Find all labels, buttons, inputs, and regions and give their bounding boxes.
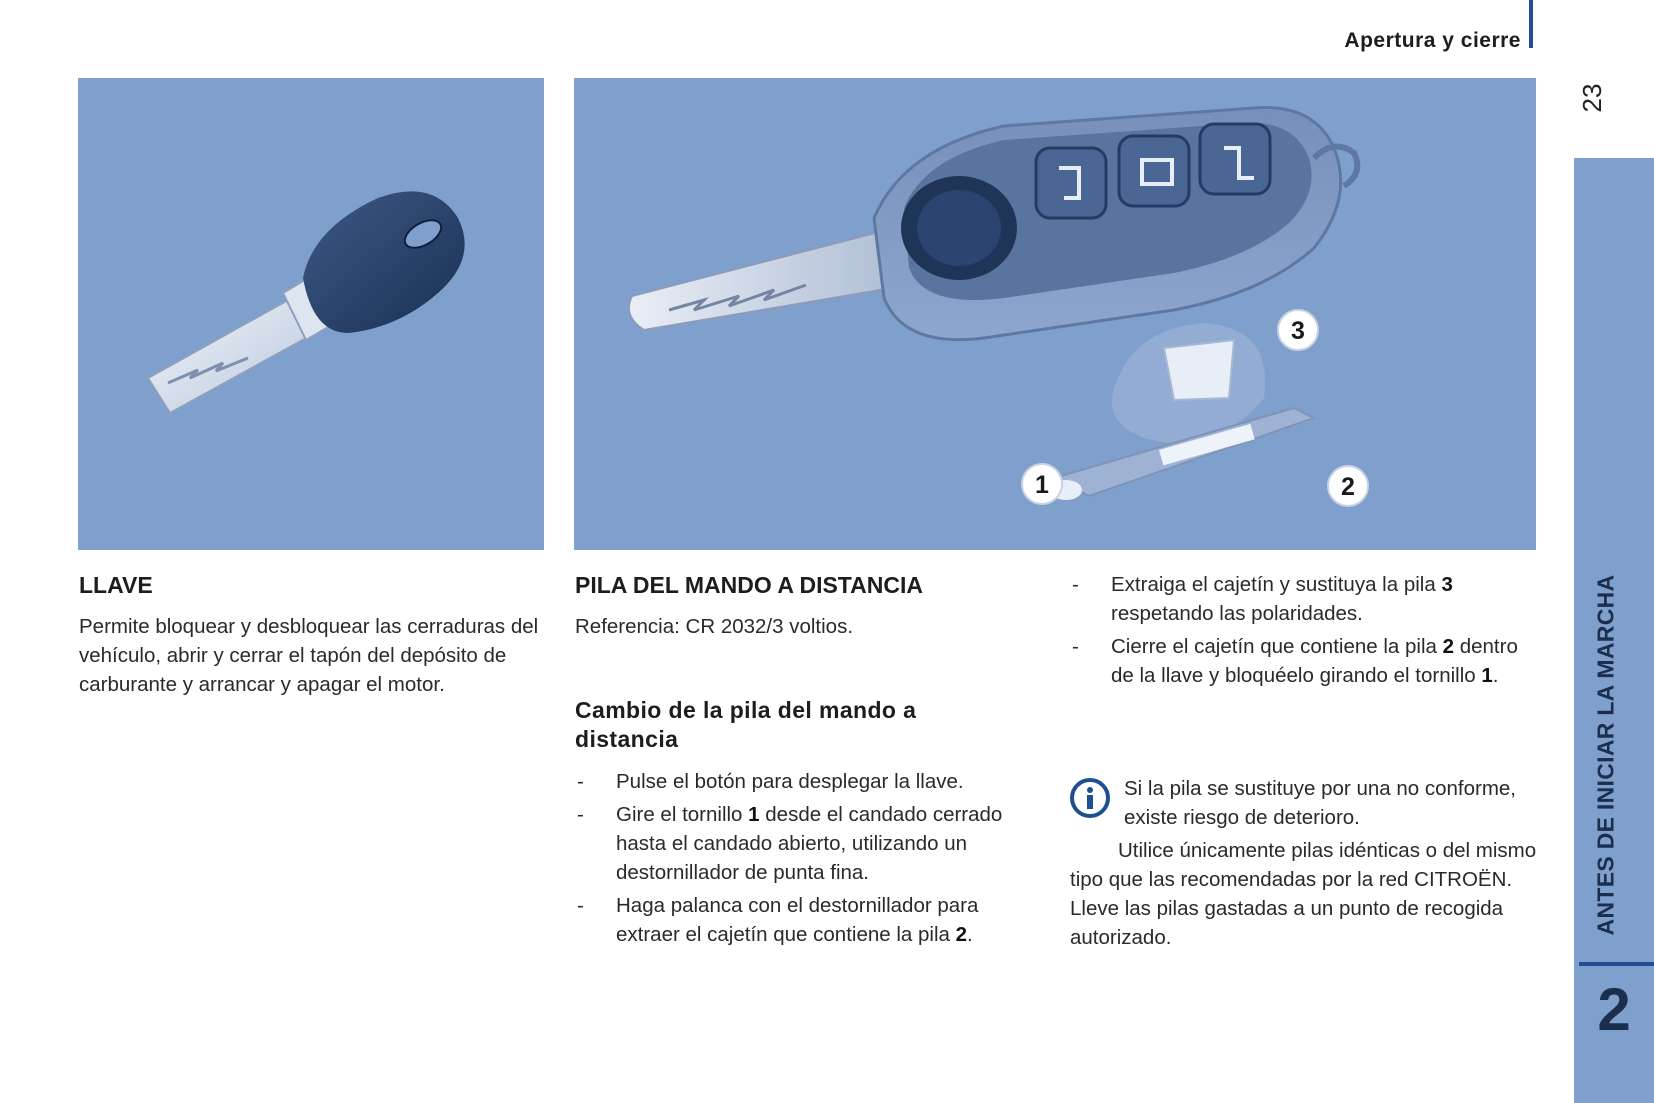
list-dash: - (577, 803, 584, 826)
llave-title: LLAVE (79, 572, 153, 598)
llave-description: Permite bloquear y desbloquear las cerraduras del vehículo, abrir y cerrar el tapón del depósito de carburante y arrancar y apagar el motor. (79, 615, 539, 696)
battery-steps-list-b (1070, 570, 1540, 694)
battery-change-subtitle: Cambio de la pila del mando a distancia (575, 697, 917, 752)
step-text: . (967, 923, 973, 946)
step-text: Gire el tornillo (616, 803, 749, 826)
remote-battery-parts (1050, 323, 1314, 500)
info-warning: Si la pila se sustituye por una no conforme, existe riesgo de deterioro. (1124, 777, 1516, 829)
chapter-number: 2 (1597, 976, 1631, 1043)
pila-title: PILA DEL MANDO A DISTANCIA (575, 572, 923, 598)
step-text: . (1492, 664, 1499, 687)
step-ref: 3 (1441, 573, 1453, 596)
key-head (303, 191, 465, 333)
pila-reference: Referencia: CR 2032/3 voltios. (575, 615, 854, 638)
list-dash: - (577, 894, 584, 917)
list-item (575, 800, 1040, 887)
info-note (1070, 774, 1540, 952)
callout-3-label: 3 (1291, 317, 1305, 345)
callout-3 (1278, 310, 1318, 350)
callout-2-label: 2 (1341, 473, 1355, 501)
page-number: 23 (1577, 83, 1607, 113)
chapter-label: ANTES DE INICIAR LA MARCHA (1592, 574, 1619, 936)
battery-steps-list-a (575, 767, 1040, 953)
remote-body (874, 108, 1357, 340)
list-dash: - (1072, 573, 1079, 596)
chapter-divider (1579, 962, 1654, 966)
step-text: Cierre el cajetín que contiene la pila (1111, 635, 1443, 658)
step-ref: 2 (955, 923, 968, 946)
remote-blade (629, 228, 904, 330)
remote-drawing (574, 78, 1536, 550)
step-text: Pulse el botón para desplegar la llave. (616, 770, 964, 793)
callout-2 (1328, 466, 1368, 506)
list-item (1070, 632, 1540, 690)
step-ref: 2 (1442, 635, 1455, 658)
step-text: dentro de la llave y bloquéelo girando el tornillo (1111, 635, 1518, 687)
step-text: respetando las polaridades. (1111, 602, 1363, 625)
step-ref: 1 (748, 803, 760, 826)
list-item (575, 767, 1040, 796)
key-blade (148, 278, 330, 413)
list-item (1070, 570, 1540, 628)
list-item (575, 891, 1040, 949)
key-illustration (78, 78, 544, 550)
list-dash: - (577, 770, 584, 793)
list-dash: - (1072, 635, 1079, 658)
step-ref: 1 (1481, 664, 1493, 687)
callout-1-label: 1 (1035, 471, 1049, 499)
step-text: desde el candado cerrado hasta el candado abierto, utilizando un destornillador de punta fina. (616, 803, 1003, 884)
info-recommendation: Utilice únicamente pilas idénticas o del mismo tipo que las recomendadas por la red CITROËN. Lleve las pilas gastadas a un punto de recogida autorizado. (1070, 839, 1537, 949)
step-text: Extraiga el cajetín y sustituya la pila (1111, 573, 1442, 596)
key-drawing (78, 78, 544, 550)
step-text: Haga palanca con el destornillador para extraer el cajetín que contiene la pila (616, 894, 979, 946)
header-accent-bar (1529, 0, 1533, 48)
remote-illustration (574, 78, 1536, 550)
callout-1 (1022, 464, 1062, 504)
running-header: Apertura y cierre (1344, 29, 1521, 52)
